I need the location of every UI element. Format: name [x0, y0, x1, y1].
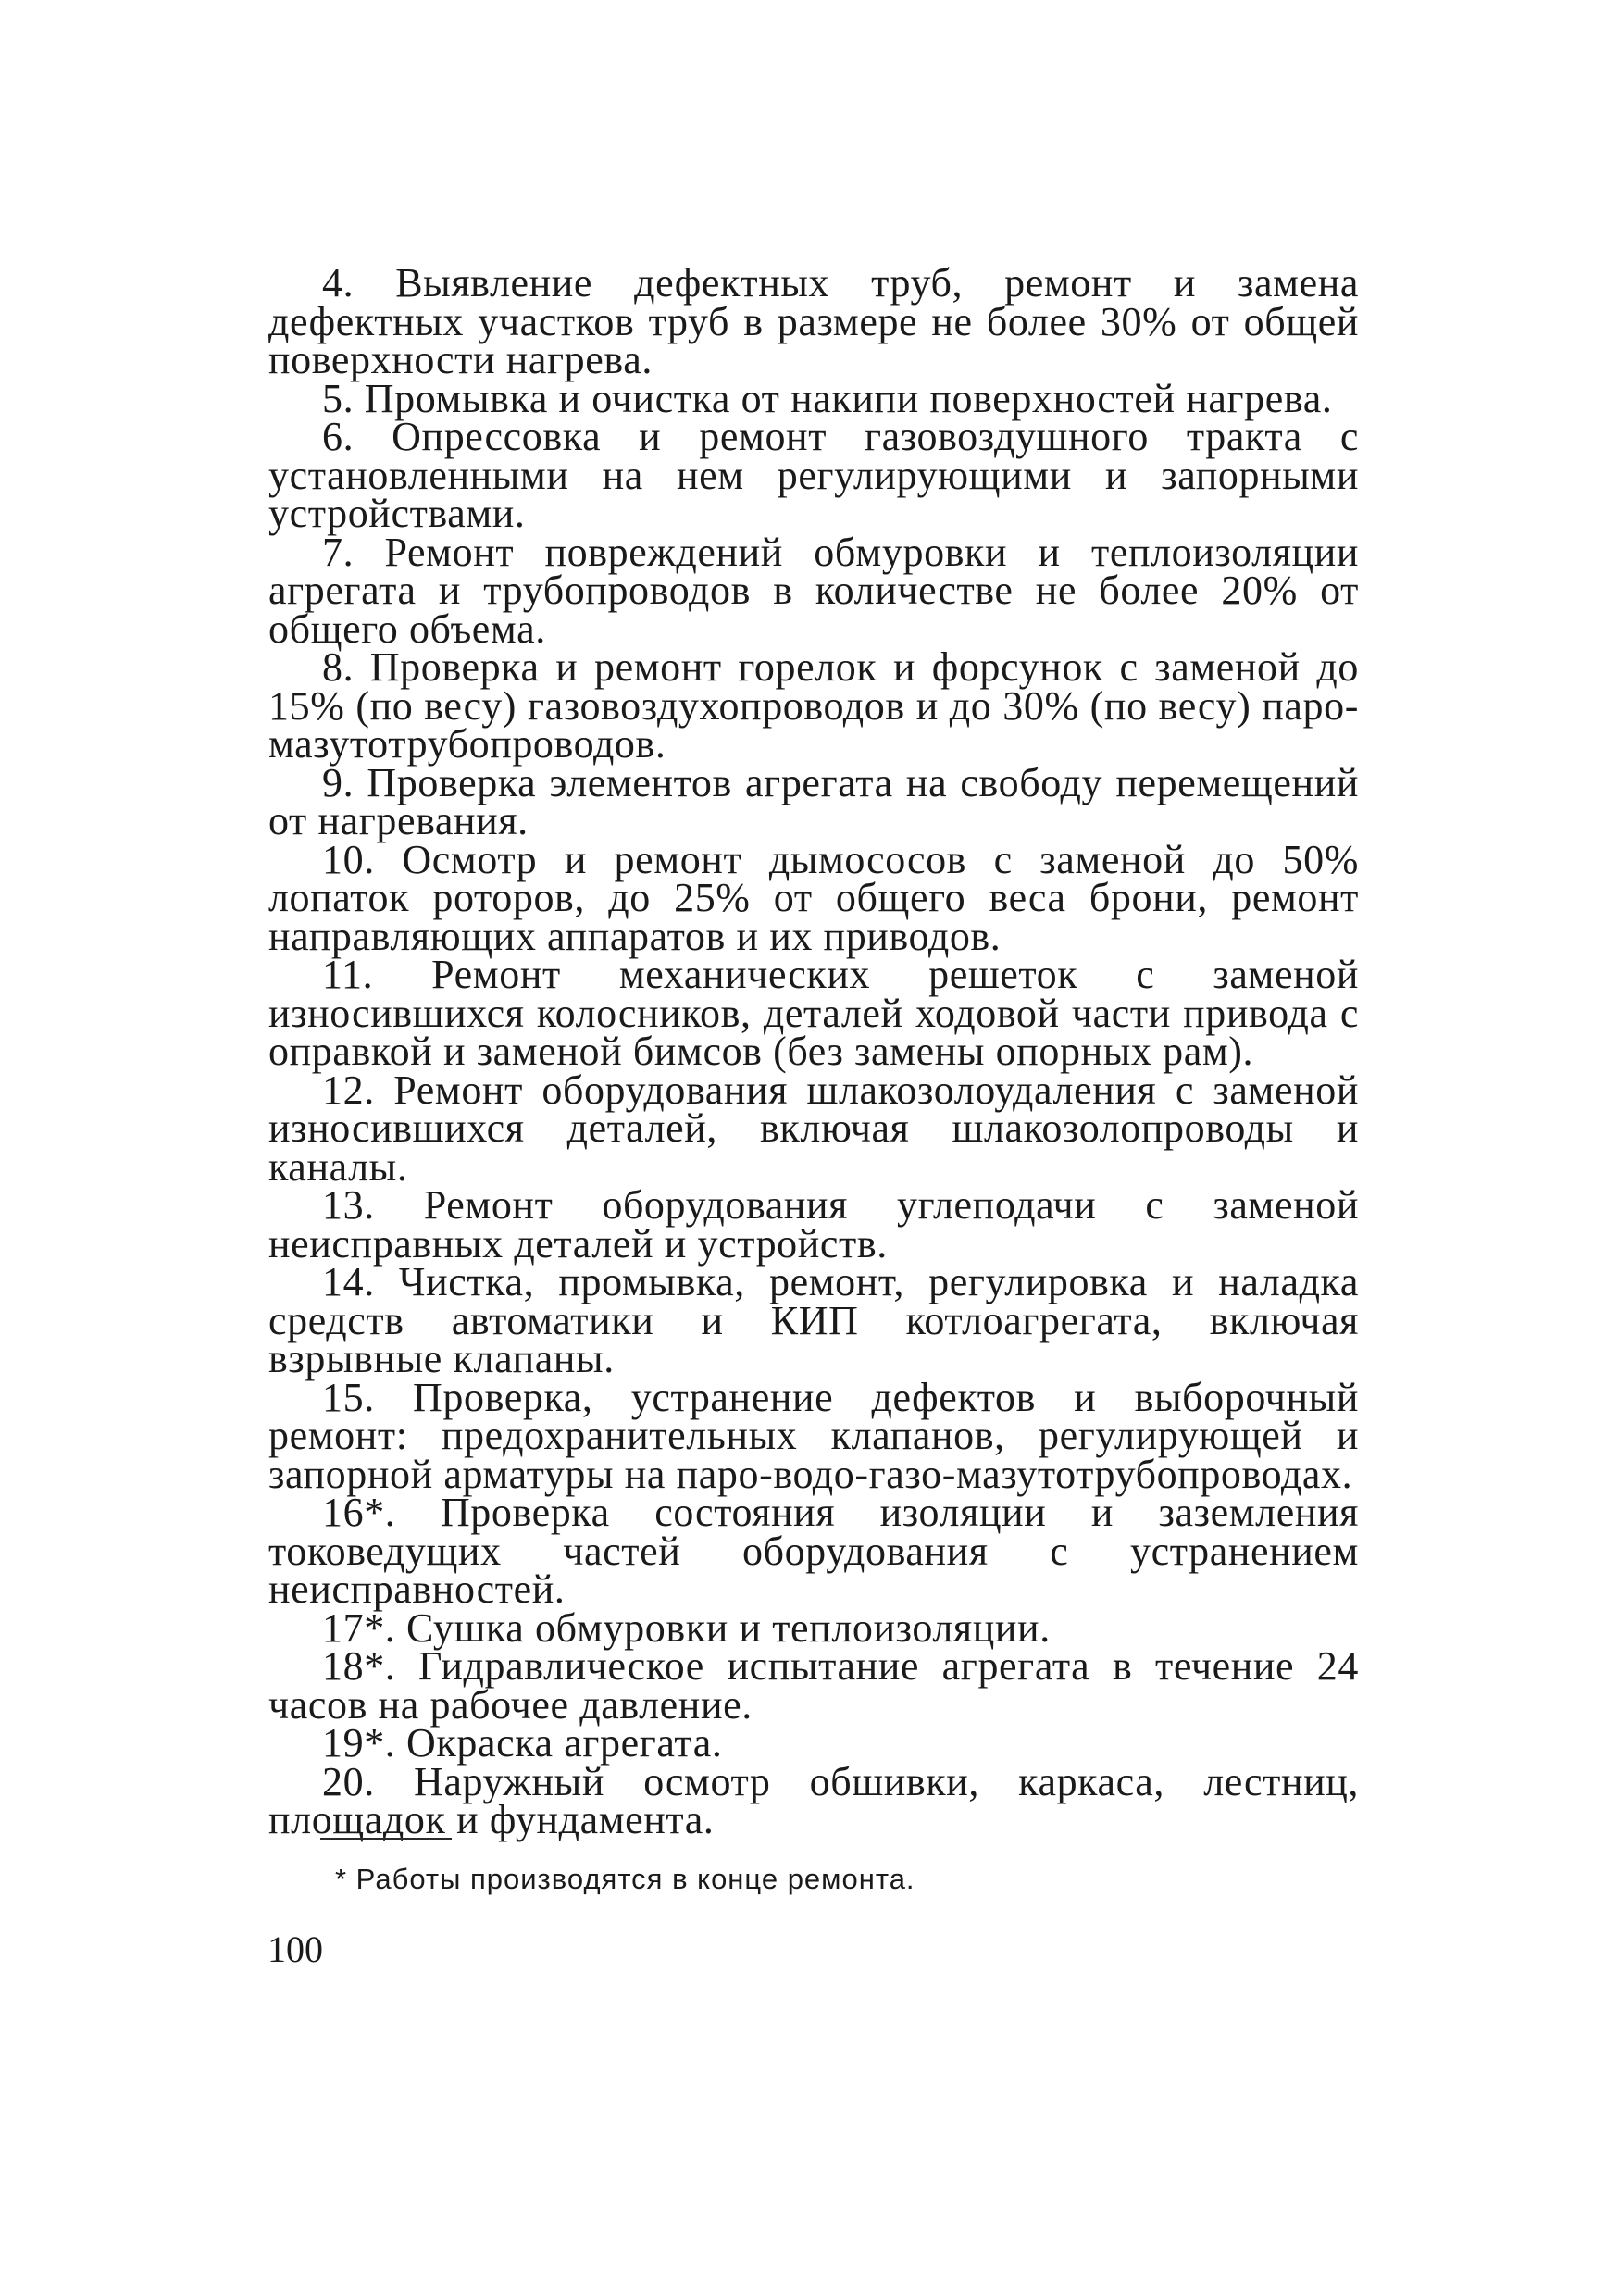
- list-item: 4. Выявление дефектных труб, ремонт и замена дефектных участков труб в размере не более 30% от общей поверхности нагрева.: [268, 260, 1359, 382]
- document-body: [268, 260, 1359, 1842]
- list-item: 8. Проверка и ремонт горелок и форсунок с заменой до 15% (по весу) газовоздухопроводов и до 30% (по весу) паро-мазутотрубопроводов.: [268, 644, 1359, 767]
- footnote: * Работы производятся в конце ремонта.: [335, 1863, 915, 1895]
- list-item: 16*. Проверка состояния изоляции и заземления токоведущих частей оборудования с устранением неисправностей.: [268, 1490, 1359, 1612]
- list-item: 17*. Сушка обмуровки и теплоизоляции.: [322, 1604, 1051, 1651]
- list-item: 13. Ремонт оборудования углеподачи с заменой неисправных деталей и устройств.: [268, 1182, 1359, 1267]
- list-item: 6. Опрессовка и ремонт газовоздушного тракта с установленными на нем регулирующими и запорными устройствами.: [268, 414, 1359, 536]
- list-item: 15. Проверка, устранение дефектов и выборочный ремонт: предохранительных клапанов, регулирующей и запорной арматуры на паро-водо-газо-мазутотрубопроводах.: [268, 1374, 1359, 1497]
- list-item: 18*. Гидравлическое испытание агрегата в течение 24 часов на рабочее давление.: [268, 1643, 1359, 1728]
- list-item: 11. Ремонт механических решеток с заменой износившихся колосников, деталей ходовой части привода с оправкой и заменой бимсов (без замены опорных рам).: [268, 952, 1359, 1074]
- list-item: 20. Наружный осмотр обшивки, каркаса, лестниц, площадок и фундамента.: [268, 1758, 1359, 1842]
- list-item: 19*. Окраска агрегата.: [322, 1720, 723, 1766]
- list-item: 9. Проверка элементов агрегата на свободу перемещений от нагревания.: [268, 759, 1359, 843]
- list-item: 12. Ремонт оборудования шлакозолоудаления с заменой износившихся деталей, включая шлакозолопроводы и каналы.: [268, 1067, 1359, 1190]
- list-item: 10. Осмотр и ремонт дымососов с заменой до 50% лопаток роторов, до 25% от общего веса брони, ремонт направляющих аппаратов и их приводов.: [268, 836, 1359, 959]
- page-number: 100: [268, 1928, 323, 1970]
- list-item: 7. Ремонт повреждений обмуровки и теплоизоляции агрегата и трубопроводов в количестве не более 20% от общего объема.: [268, 529, 1359, 652]
- footnote-divider: [320, 1838, 452, 1840]
- list-item: 14. Чистка, промывка, ремонт, регулировка и наладка средств автоматики и КИП котлоагрегата, включая взрывные клапаны.: [268, 1259, 1359, 1381]
- list-item: 5. Промывка и очистка от накипи поверхностей нагрева.: [322, 375, 1333, 421]
